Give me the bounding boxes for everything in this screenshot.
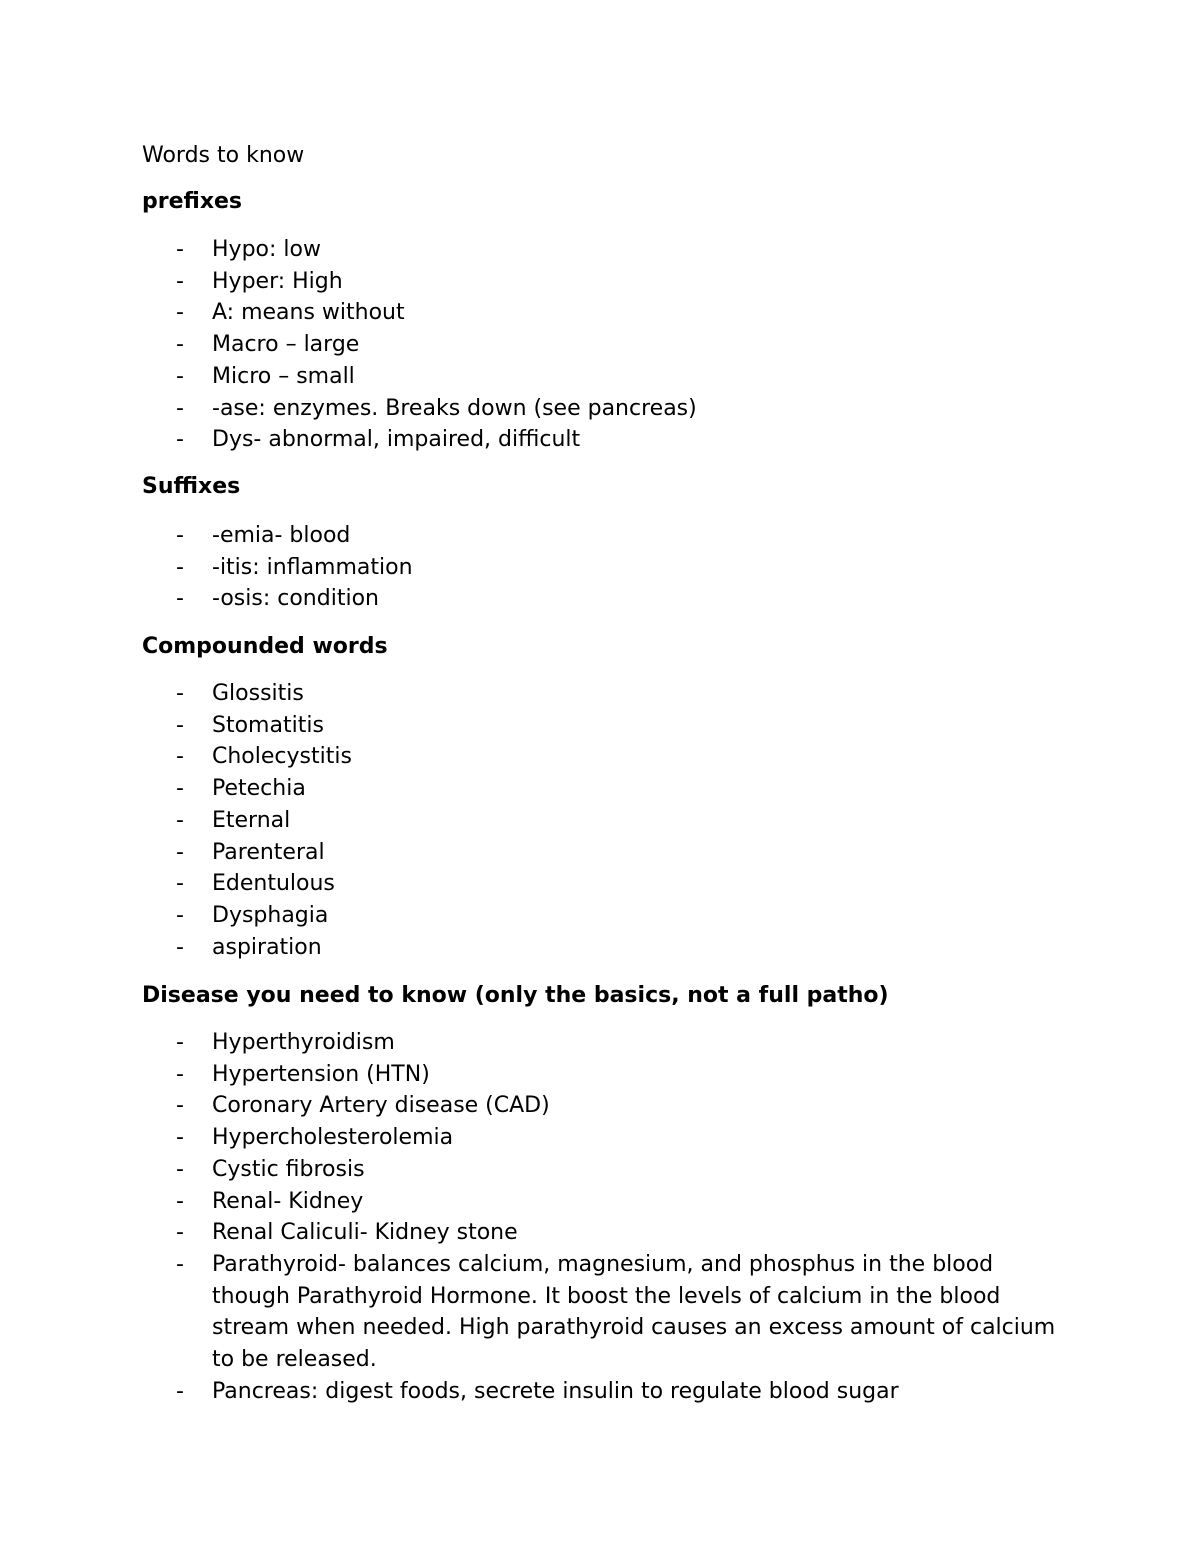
section-heading-suffixes: Suffixes — [142, 474, 241, 499]
list-item-text: Pancreas: digest foods, secrete insulin to regulate blood sugar — [212, 1378, 899, 1404]
list-item-text: Macro – large — [212, 332, 360, 358]
bullet-dash: - — [176, 1251, 184, 1277]
list-item — [0, 1376, 1072, 1408]
section-heading-compounded-words: Compounded words — [142, 634, 388, 659]
bullet-dash: - — [176, 363, 184, 389]
list-item-text: aspiration — [212, 934, 322, 960]
list-item — [0, 900, 1072, 932]
bullet-dash: - — [176, 237, 184, 262]
list-item-text: Glossitis — [212, 681, 304, 706]
list-item-text: Parenteral — [212, 839, 325, 865]
bullet-dash: - — [176, 1061, 184, 1087]
list-item-text: Cholecystitis — [212, 744, 352, 770]
bullet-dash: - — [176, 1030, 184, 1055]
list-item-text: -emia- blood — [212, 523, 351, 548]
bullet-dash: - — [176, 1156, 184, 1182]
bullet-dash: - — [176, 871, 184, 897]
list-item — [0, 393, 1072, 425]
list-item — [0, 234, 1072, 266]
list-item — [0, 520, 1072, 552]
list-item — [0, 932, 1072, 964]
list-item — [0, 297, 1072, 329]
list-item — [0, 361, 1072, 393]
bullet-dash: - — [176, 332, 184, 358]
bullet-dash: - — [176, 1188, 184, 1214]
list-item — [0, 868, 1072, 900]
bullet-dash: - — [176, 1220, 184, 1246]
bullet-dash: - — [176, 523, 184, 548]
prefixes-list — [0, 234, 1072, 456]
list-item — [0, 424, 1072, 456]
list-item-text: Stomatitis — [212, 712, 324, 738]
bullet-dash: - — [176, 681, 184, 706]
section-heading-diseases: Disease you need to know (only the basics, not a full patho) — [142, 983, 889, 1008]
list-item — [0, 583, 1072, 615]
list-item-text: -ase: enzymes. Breaks down (see pancreas) — [212, 395, 697, 421]
list-item-text: Renal Caliculi- Kidney stone — [212, 1220, 518, 1246]
list-item-text: Dys- abnormal, impaired, difficult — [212, 427, 581, 453]
list-item — [0, 1027, 1072, 1059]
bullet-dash: - — [176, 1125, 184, 1151]
bullet-dash: - — [176, 839, 184, 865]
list-item — [0, 1154, 1072, 1186]
list-item-text: Dysphagia — [212, 902, 329, 928]
list-item-text: Parathyroid- balances calcium, magnesium, and phosphus in the blood though Parathyroid Hormone. It boost the levels of calcium in the blood stream when needed. High parathyroid causes an excess amount of calcium to be released. — [212, 1251, 1056, 1373]
list-item-text: Hypo: low — [212, 237, 321, 262]
diseases-list — [0, 1027, 1072, 1407]
list-item-text: Coronary Artery disease (CAD) — [212, 1093, 550, 1119]
list-item-text: Hypertension (HTN) — [212, 1061, 430, 1087]
list-item — [0, 1217, 1072, 1249]
list-item — [0, 773, 1072, 805]
list-item-text: -itis: inflammation — [212, 554, 413, 580]
compounded-words-list — [0, 678, 1072, 963]
bullet-dash: - — [176, 268, 184, 294]
document-title: Words to know — [142, 143, 305, 168]
list-item — [0, 678, 1072, 710]
bullet-dash: - — [176, 712, 184, 738]
bullet-dash: - — [176, 300, 184, 326]
list-item — [0, 1249, 1072, 1376]
list-item — [0, 837, 1072, 869]
bullet-dash: - — [176, 427, 184, 453]
section-heading-prefixes: prefixes — [142, 189, 243, 214]
list-item-text: Hyperthyroidism — [212, 1030, 395, 1055]
list-item-text: -osis: condition — [212, 586, 379, 612]
suffixes-list — [0, 520, 1072, 615]
list-item-text: Edentulous — [212, 871, 335, 897]
bullet-dash: - — [176, 554, 184, 580]
bullet-dash: - — [176, 1378, 184, 1404]
list-item — [0, 805, 1072, 837]
bullet-dash: - — [176, 776, 184, 802]
list-item — [0, 741, 1072, 773]
list-item-text: Hyper: High — [212, 268, 343, 294]
bullet-dash: - — [176, 744, 184, 770]
list-item — [0, 710, 1072, 742]
list-item-text: Eternal — [212, 807, 291, 833]
bullet-dash: - — [176, 807, 184, 833]
list-item — [0, 1090, 1072, 1122]
list-item — [0, 1059, 1072, 1091]
list-item-text: Cystic fibrosis — [212, 1156, 365, 1182]
list-item-text: Petechia — [212, 776, 306, 802]
list-item — [0, 1186, 1072, 1218]
bullet-dash: - — [176, 395, 184, 421]
list-item-text: Hypercholesterolemia — [212, 1125, 454, 1151]
bullet-dash: - — [176, 586, 184, 612]
list-item — [0, 1122, 1072, 1154]
list-item — [0, 552, 1072, 584]
list-item-text: A: means without — [212, 300, 405, 326]
list-item-text: Renal- Kidney — [212, 1188, 364, 1214]
bullet-dash: - — [176, 1093, 184, 1119]
bullet-dash: - — [176, 902, 184, 928]
list-item — [0, 266, 1072, 298]
bullet-dash: - — [176, 934, 184, 960]
list-item — [0, 329, 1072, 361]
list-item-text: Micro – small — [212, 363, 355, 389]
